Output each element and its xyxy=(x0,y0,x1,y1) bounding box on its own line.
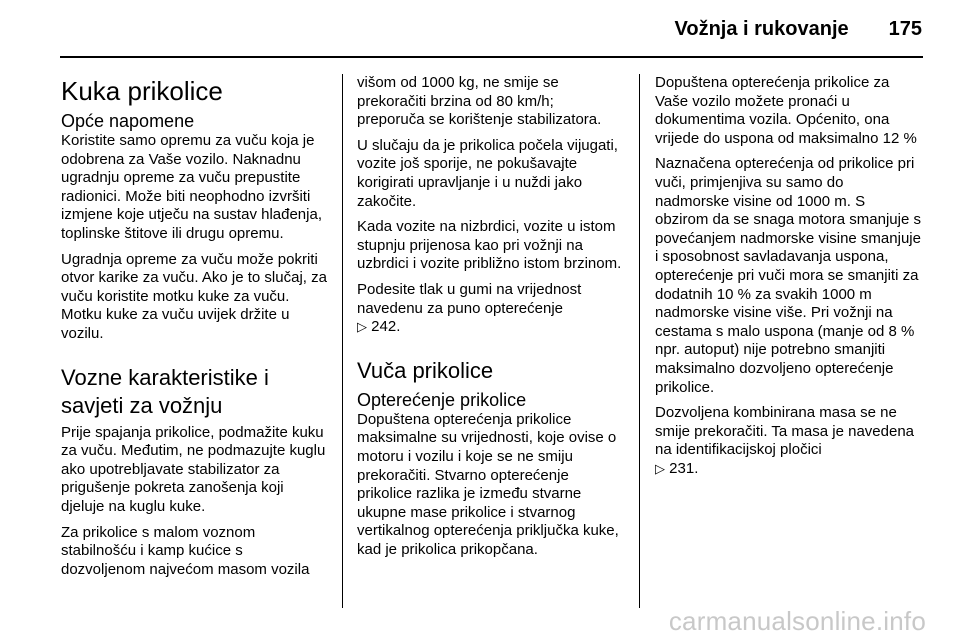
subsection-general-info: Opće napomene xyxy=(61,111,195,131)
page-number: 175 xyxy=(888,18,922,40)
page-reference-link[interactable]: 242. xyxy=(371,318,401,336)
column-2 xyxy=(357,74,623,566)
paragraph: Naznačena opterećenja od prikolice pri vuči, primjenjiva su samo do nadmorske visine od 1000 m. S obzirom da se snaga motora smanjuje s povećanjem nadmorske visine smanjuje i sposobnost savladavanja uspona, opterećenje pri vuči mora se smanjiti za dodatnih 10 % za svakih 1000 m nadmorske visine više. Pri vožnji na cestama s malo uspona (manje od 8 % npr. autoput) nije potrebno smanjiti maksimalno dozvoljeno opterećenje prikolice. xyxy=(655,155,921,396)
paragraph xyxy=(655,404,921,478)
column-divider xyxy=(639,74,640,608)
reference-arrow-icon: ▷ xyxy=(655,460,665,476)
section-title-driving-tips: Vozne karakteristike i savjeti za vožnju xyxy=(61,364,269,418)
paragraph: Kada vozite na nizbrdici, vozite u istom stupnju prijenosa kao pri vožnji na uzbrdici i vozite približno istom brzinom. xyxy=(357,218,622,273)
section-title-trailer-towing: Vuča prikolice xyxy=(357,357,494,383)
watermark: carmanualsonline.info xyxy=(668,606,926,636)
header-rule xyxy=(60,56,923,58)
paragraph: Dopuštena opterećenja prikolice maksimalne su vrijednosti, koje ovise o motoru i vozilu i koje se ne smiju prekoračiti. Stvarno opterećenje prikolice razlika je između stvarne ukupne mase prikolice i stvarnog vertikalnog opterećenja priključka kuke, kad je prikolica prikopčana. xyxy=(357,410,619,558)
column-divider xyxy=(342,74,343,608)
column-1 xyxy=(61,74,327,586)
paragraph-text: Dozvoljena kombinirana masa se ne smije prekoračiti. Ta masa je navedena na identifikacijskoj pločici xyxy=(655,404,915,459)
reference-arrow-icon: ▷ xyxy=(357,319,367,335)
paragraph: Za prikolice s malom voznom stabilnošću i kamp kućice s dozvoljenom najvećom masom vozila xyxy=(61,523,310,578)
page-header xyxy=(675,18,923,41)
paragraph: Koristite samo opremu za vuču koja je odobrena za Vaše vozilo. Naknadnu ugradnju opreme za vuču prepustite radionici. Može biti neophodno izvršiti izmjene koje utječu na sustav hlađenja, toplinske štitove ili drugu opremu. xyxy=(61,132,322,242)
paragraph: U slučaju da je prikolica počela vijugati, vozite još sporije, ne pokušavajte korigirati upravljanje i u nuždi jako zakočite. xyxy=(357,136,618,210)
subsection-trailer-load: Opterećenje prikolice xyxy=(357,389,527,410)
paragraph xyxy=(357,281,623,337)
column-3 xyxy=(655,74,921,485)
chapter-title: Vožnja i rukovanje xyxy=(674,18,849,40)
paragraph-text: Podesite tlak u gumi na vrijednost navedenu za puno opterećenje xyxy=(357,280,582,317)
section-title-towbar: Kuka prikolice xyxy=(61,76,223,106)
page-reference-link[interactable]: 231. xyxy=(669,459,699,477)
paragraph: Ugradnja opreme za vuču može pokriti otvor karike za vuču. Ako je to slučaj, za vuču koristite motku kuke za vuču. Motku kuke za vuču uvijek držite u vozilu. xyxy=(61,250,327,342)
paragraph: Prije spajanja prikolice, podmažite kuku za vuču. Međutim, ne podmazujte kuglu ako upotrebljavate stabilizator za prigušenje pokreta zanošenja koji djeluje na kuglu kuke. xyxy=(61,423,326,515)
paragraph: Dopuštena opterećenja prikolice za Vaše vozilo možete pronaći u dokumentima vozila. Općenito, ona vrijede do uspona od maksimalno 12 % xyxy=(655,74,917,147)
paragraph: višom od 1000 kg, ne smije se prekoračiti brzina od 80 km/h; preporuča se korištenje stabilizatora. xyxy=(357,74,602,129)
